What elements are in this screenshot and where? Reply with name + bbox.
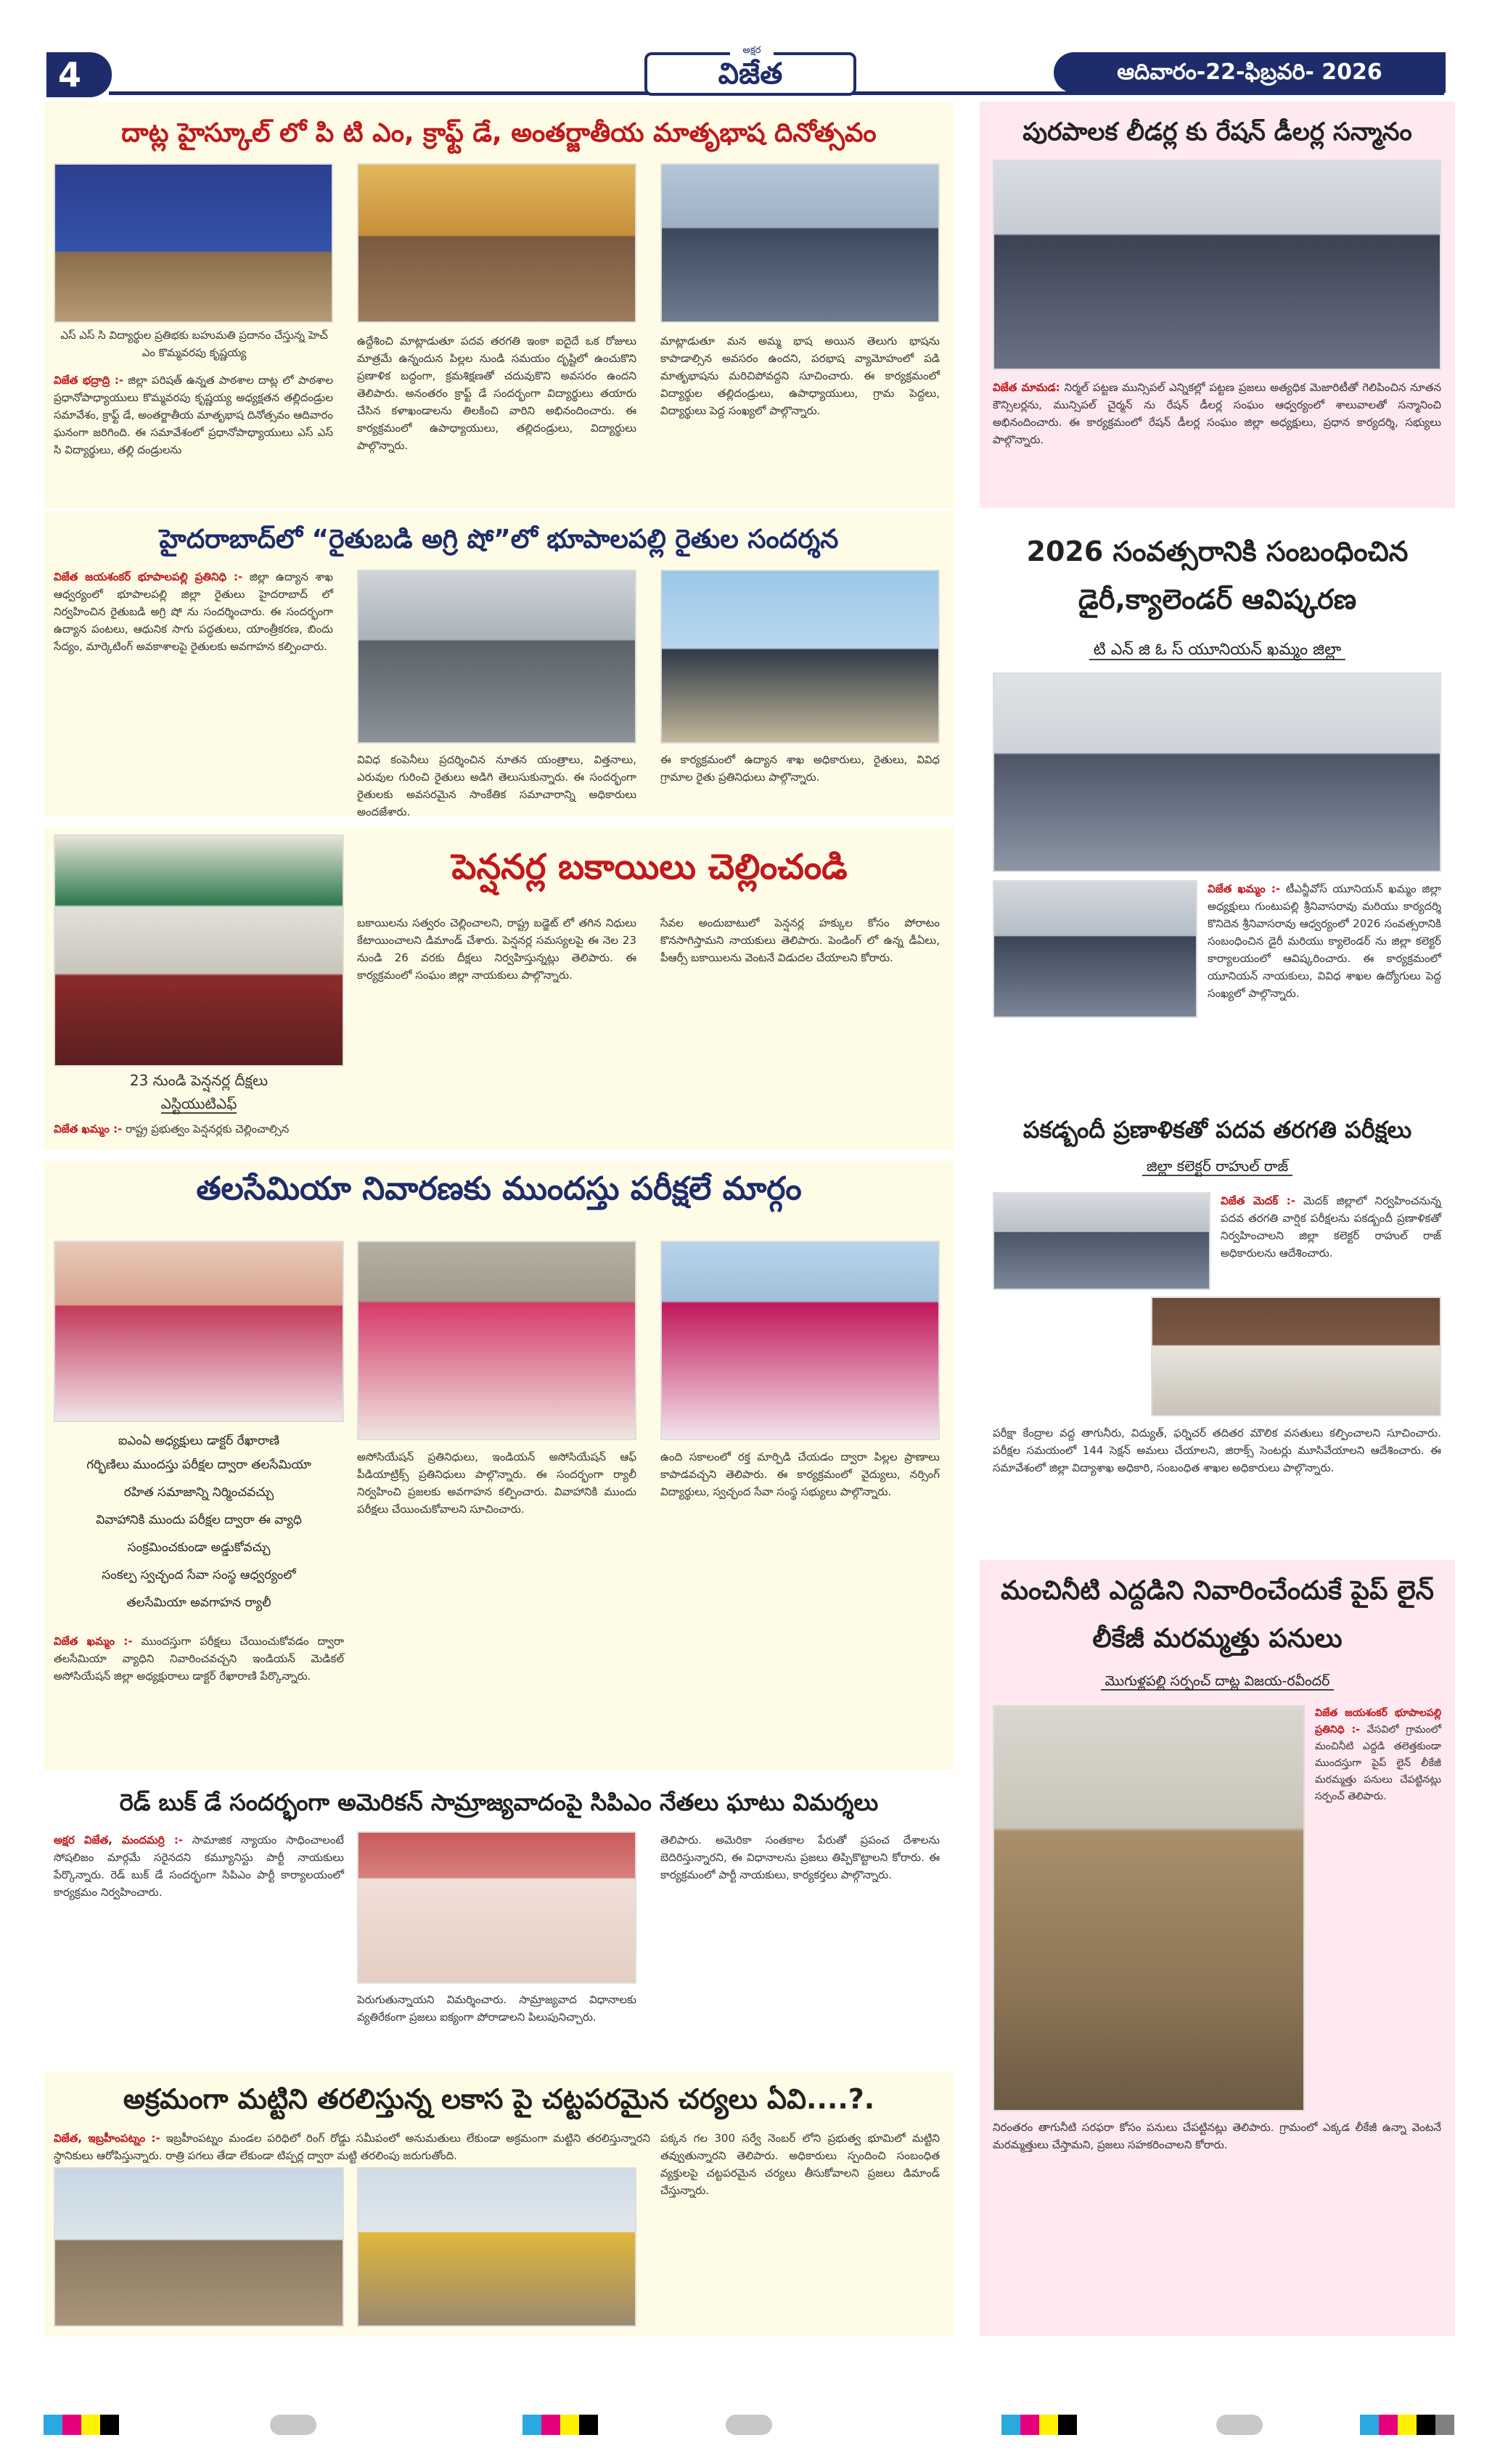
photo-exams-collectorate xyxy=(1151,1297,1441,1416)
article-lead: విజేత ఖమ్మం :- xyxy=(54,1635,133,1648)
article-rythu xyxy=(44,512,954,816)
article-body: నిరంతరం తాగునీటి సరఫరా కోసం పనులు చేపట్టినట్లు తెలిపారు. గ్రామంలో ఎక్కడ లీకేజీ ఉన్నా వెంటనే మరమ్మత్తులు చేస్తామని, ప్రజలు సహకరించాలని కోరారు. xyxy=(993,2121,1441,2151)
article-body: ఈ కార్యక్రమంలో ఉద్యాన శాఖ అధికారులు, రైతులు, వివిధ గ్రామాల రైతు ప్రతినిధులు పాల్గొన్నారు. xyxy=(660,753,940,784)
registration-mark xyxy=(1216,2415,1263,2435)
caption-pension: 23 నుండి పెన్షనర్ల దీక్షలు xyxy=(129,1072,269,1089)
photo-thalassemia-3 xyxy=(660,1241,940,1440)
subhead-text: టి ఎన్ జి ఓ స్ యూనియన్ ఖమ్మం జిల్లా xyxy=(1089,641,1345,660)
article-lead: విజేత భద్రాద్రి :- xyxy=(54,374,124,387)
color-swatch xyxy=(1417,2415,1435,2435)
color-swatch xyxy=(1058,2415,1077,2435)
print-color-strip xyxy=(1001,2415,1077,2435)
headline-datla: దాట్ల హైస్కూల్ లో పి టి ఎం, క్రాఫ్ట్ డే, అంతర్జాతీయ మాతృభాష దినోత్సవం xyxy=(121,118,877,148)
color-swatch xyxy=(62,2415,81,2435)
article-lead: విజేత జయశంకర్ భూపాలపల్లి ప్రతినిధి :- xyxy=(54,570,243,583)
color-swatch xyxy=(1379,2415,1398,2435)
print-color-strip xyxy=(44,2415,119,2435)
article-lead: విజేత ఖమ్మం :- xyxy=(1208,882,1281,895)
article-lead: అక్షర విజేత, మందమర్రి :- xyxy=(54,1833,184,1847)
article-pension xyxy=(44,827,954,1150)
article-lead: విజేత మామడ: xyxy=(993,381,1060,394)
article-text: ఇబ్రహీంపట్నం మండల పరిధిలో రింగ్ రోడ్డు సమీపంలో అనుమతులు లేకుండా అక్రమంగా మట్టిని తరలిస్తున్నారని స్థానికులు ఆరోపిస్తున్నారు. రాత్రి పగలు తేడా లేకుండా టిప్పర్ల ద్వారా మట్టి తరలింపు జరుగుతోంది. xyxy=(54,2132,650,2162)
issue-date: ఆదివారం-22-ఫిబ్రవరి- 2026 xyxy=(1117,59,1382,85)
pullquote-line: సంక్రమించకుండా అడ్డుకోవచ్చు xyxy=(127,1540,271,1555)
color-swatch xyxy=(100,2415,119,2435)
article-body xyxy=(54,1120,344,1146)
article-body xyxy=(54,1633,344,1763)
subhead-text: జిల్లా కలెక్టర్ రాహుల్ రాజ్ xyxy=(1142,1157,1292,1176)
article-body xyxy=(54,2130,650,2160)
photo-soil-truck xyxy=(357,2167,636,2327)
article-thalassemia xyxy=(44,1161,954,1770)
article-body: బకాయిలను సత్వరం చెల్లించాలని, రాష్ట్ర బడ్జెట్ లో తగిన నిధులు కేటాయించాలని డిమాండ్ చేశారు. పెన్షనర్ల సమస్యలపై ఈ నెల 23 నుండి 26 వరకు దీక్షలు నిర్వహిస్తున్నట్లు తెలిపారు. ఈ కార్యక్రమంలో సంఘం జిల్లా నాయకులు పాల్గొన్నారు. xyxy=(357,916,636,982)
color-swatch xyxy=(579,2415,598,2435)
pullquote-line: తలసేమియా అవగాహన ర్యాలీ xyxy=(126,1596,271,1610)
article-text: నిర్మల్ పట్టణ మున్సిపల్ ఎన్నికల్లో పట్టణ ప్రజలు అత్యధిక మెజారిటీతో గెలిపించిన నూతన కౌన్సిలర్లను, మున్సిపల్ చైర్మన్ ను రేషన్ డీలర్ల సంఘం ఆధ్వర్యంలో శాలువాలతో సన్మానించి అభినందించారు. ఈ కార్యక్రమంలో రేషన్ డీలర్ల సంఘం జిల్లా అధ్యక్షులు, ప్రధాన కార్యదర్శి, సభ్యులు పాల్గొన్నారు. xyxy=(993,381,1441,446)
photo-soil-site xyxy=(54,2167,344,2327)
article-body: తెలిపారు. అమెరికా సంతకాల పేరుతో ప్రపంచ దేశాలను బెదిరిస్తున్నారని, ఈ విధానాలను ప్రజలు తిప్పికొట్టాలని కోరారు. ఈ కార్యక్రమంలో పార్టీ నాయకులు, కార్యకర్తలు పాల్గొన్నారు. xyxy=(660,1833,940,1881)
caption-org: ఎస్టియుటిఎఫ్ xyxy=(160,1095,237,1112)
photo-datla-stage xyxy=(54,163,333,323)
article-text: సామాజిక న్యాయం సాధించాలంటే సోషలిజం మార్గమే సరైనదని కమ్యూనిస్టు పార్టీ నాయకులు పేర్కొన్నారు. రెడ్ బుక్ డే సందర్భంగా సిపిఎం పార్టీ కార్యాలయంలో కార్యక్రమం నిర్వహించారు. xyxy=(54,1833,344,1899)
color-swatch xyxy=(541,2415,560,2435)
print-color-strip xyxy=(522,2415,598,2435)
article-lead: విజేత మెదక్ :- xyxy=(1221,1194,1295,1207)
caption-datla: ఎస్ ఎస్ సి విద్యార్థుల ప్రతిభకు బహుమతి ప్రదానం చేస్తున్న హెచ్ ఎం కొమ్మవరపు కృష్ణయ్య xyxy=(60,329,328,359)
article-body: సేవల అందుబాటులో పెన్షనర్ల హక్కుల కోసం పోరాటం కొనసాగిస్తామని నాయకులు తెలిపారు. పెండింగ్ లో ఉన్న డీఏలు, పీఆర్సీ బకాయిలను వెంటనే విడుదల చేయాలని కోరారు. xyxy=(660,916,940,964)
article-body xyxy=(54,1831,344,2056)
print-color-strip xyxy=(1360,2415,1454,2435)
article-body xyxy=(54,371,333,502)
color-swatch xyxy=(44,2415,62,2435)
headline-thalassemia: తలసేమియా నివారణకు ముందస్తు పరీక్షలే మార్గం xyxy=(196,1170,802,1207)
article-soil xyxy=(44,2071,954,2336)
article-pipeline xyxy=(980,1560,1455,2336)
registration-mark xyxy=(726,2415,772,2435)
headline-redbook: రెడ్ బుక్ డే సందర్భంగా అమెరికన్ సామ్రాజ్యవాదంపై సిపిఎం నేతలు ఘాటు విమర్శలు xyxy=(119,1789,879,1816)
article-body: పక్కన గల 300 సర్వే నెంబర్ లోని ప్రభుత్వ భూమిలో మట్టిని తవ్వుతున్నారని తెలిపారు. అధికారులు స్పందించి సంబంధిత వ్యక్తులపై చట్టపరమైన చర్యలు తీసుకోవాలని ప్రజలు డిమాండ్ చేస్తున్నారు. xyxy=(660,2132,940,2197)
pullquote-line: వివాహానికి ముందు పరీక్షల ద్వారా ఈ వ్యాధి xyxy=(96,1513,302,1527)
masthead-title: విజేత xyxy=(718,57,783,91)
article-lead: విజేత ఖమ్మం :- xyxy=(54,1122,123,1136)
article-body xyxy=(1208,880,1441,1092)
pullquote-line: సంకల్ప స్వచ్ఛంద సేవా సంస్థ ఆధ్వర్యంలో xyxy=(102,1568,296,1582)
photo-diary-release xyxy=(993,880,1197,1018)
headline-pipeline: మంచినీటి ఎద్దడిని నివారించేందుకే పైప్ లైన్ లీకేజీ మరమ్మత్తు పనులు xyxy=(1001,1576,1434,1654)
color-swatch xyxy=(1001,2415,1020,2435)
article-body: పెరుగుతున్నాయని విమర్శించారు. సామ్రాజ్యవాద విధానాలకు వ్యతిరేకంగా ప్రజలు ఐక్యంగా పోరాడాలని పిలుపునిచ్చారు. xyxy=(357,1993,636,2024)
article-body: మాట్లాడుతూ మన అమ్మ భాష అయిన తెలుగు భాషను కాపాడాల్సిన అవసరం ఉందని, పరభాష వ్యామోహంలో పడి మాతృభాషను మరిచిపోవద్దని సూచించారు. ఈ కార్యక్రమంలో విద్యార్థుల తల్లిదండ్రులు, ఉపాధ్యాయులు, గ్రామ పెద్దలు, విద్యార్థులు పెద్ద సంఖ్యలో పాల్గొన్నారు. xyxy=(660,334,940,417)
pullquote-line: రహిత సమాజాన్ని నిర్మించవచ్చు xyxy=(123,1485,274,1500)
subhead-diary xyxy=(980,641,1455,665)
article-text: జిల్లా పరిషత్ ఉన్నత పాఠశాల దాట్ల లో పాఠశాల ప్రధానోపాధ్యాయులు కొమ్మవరపు కృష్ణయ్య అధ్యక్షతన తల్లిదండ్రుల సమావేశం, క్రాఫ్ట్ డే, అంతర్జాతీయ మాతృభాష దినోత్సవం ఆదివారం ఘనంగా జరిగింది. ఈ సమావేశంలో ప్రధానోపాధ్యాయులు ఎస్ ఎస్ సి విద్యార్థులు, తల్లి దండ్రులను xyxy=(54,374,333,456)
masthead-small: అక్షర xyxy=(730,45,774,59)
article-lead: విజేత, ఇబ్రహీంపట్నం :- xyxy=(54,2132,160,2145)
color-swatch xyxy=(1020,2415,1039,2435)
article-body xyxy=(1221,1192,1441,1290)
pullquote-title: ఐఎంఏ అధ్యక్షులు డాక్టర్ రేఖారాణి xyxy=(118,1434,280,1448)
color-swatch xyxy=(1039,2415,1058,2435)
caption-pension-sub xyxy=(54,1094,344,1116)
headline-ration: పురపాలక లీడర్ల కు రేషన్ డీలర్ల సన్మానం xyxy=(1022,118,1412,147)
color-swatch xyxy=(1435,2415,1454,2435)
article-body: అసోసియేషన్ ప్రతినిధులు, ఇండియన్ అసోసియేషన్ ఆఫ్ పీడియాట్రిక్స్ ప్రతినిధులు పాల్గొన్నారు. ఈ సందర్భంగా ర్యాలీ నిర్వహించి ప్రజలకు అవగాహన కల్పించారు. వివాహానికి ముందు పరీక్షలు చేయించుకోవాలని సూచించారు. xyxy=(357,1450,636,1516)
article-body: ఉంది సకాలంలో రక్త మార్పిడి చేయడం ద్వారా పిల్లల ప్రాణాలు కాపాడవచ్చని తెలిపారు. ఈ కార్యక్రమంలో వైద్యులు, నర్సింగ్ విద్యార్థులు, స్వచ్ఛంద సేవా సంస్థ సభ్యులు పాల్గొన్నారు. xyxy=(660,1450,940,1498)
photo-datla-students xyxy=(660,163,940,323)
article-text: ముందస్తుగా పరీక్షలు చేయించుకోవడం ద్వారా తలసేమియా వ్యాధిని నివారించవచ్చని ఇండియన్ మెడికల్ అసోసియేషన్ జిల్లా అధ్యక్షురాలు డాక్టర్ రేఖారాణి పేర్కొన్నారు. xyxy=(54,1635,344,1683)
article-body xyxy=(1315,1705,1441,2111)
article-exams xyxy=(980,1099,1455,1560)
article-ration xyxy=(980,102,1455,508)
article-body: పరీక్షా కేంద్రాల వద్ద తాగునీరు, విద్యుత్, ఫర్నిచర్ తదితర మౌలిక వసతులు కల్పించాలని సూచించారు. పరీక్షల సమయంలో 144 సెక్షన్ అమలు చేయాలని, జిరాక్స్ సెంటర్లు మూసివేయాలని ఆదేశించారు. ఈ సమావేశంలో జిల్లా విద్యాశాఖ అధికారి, సంబంధిత శాఖల అధికారులు పాల్గొన్నారు. xyxy=(993,1426,1441,1474)
photo-redbook xyxy=(357,1831,636,1984)
photo-rythu-group xyxy=(660,570,940,744)
photo-diary-hall xyxy=(993,673,1441,872)
pullquote xyxy=(54,1431,344,1627)
page-header xyxy=(0,0,1500,102)
article-text: మెదక్ జిల్లాలో నిర్వహించనున్న పదవ తరగతి వార్షిక పరీక్షలను పకడ్బందీ ప్రణాళికతో నిర్వహించాలని జిల్లా కలెక్టర్ రాహుల్ రాజ్ అధికారులను ఆదేశించారు. xyxy=(1221,1194,1441,1260)
photo-ration xyxy=(993,160,1441,370)
subhead-text: మొగుళ్లపల్లి సర్పంచ్ దాట్ల విజయ-రవీందర్ xyxy=(1101,1673,1335,1691)
photo-pension xyxy=(54,834,344,1067)
subhead-pipeline xyxy=(980,1673,1455,1695)
article-lead: విజేత జయశంకర్ భూపాలపల్లి ప్రతినిధి :- xyxy=(1315,1707,1441,1736)
headline-diary: 2026 సంవత్సరానికి సంబంధించిన డైరీ,క్యాలెండర్ ఆవిష్కరణ xyxy=(1026,535,1409,615)
headline-soil: అక్రమంగా మట్టిని తరలిస్తున్న లకాస పై చట్టపరమైన చర్యలు ఏవి....?. xyxy=(123,2083,875,2115)
photo-datla-class xyxy=(357,163,636,323)
article-redbook xyxy=(44,1778,954,2064)
photo-thalassemia-1 xyxy=(54,1241,344,1422)
photo-pipeline xyxy=(993,1705,1305,2111)
page-number: 4 xyxy=(57,55,81,94)
article-diary xyxy=(980,512,1455,1099)
article-body: వివిధ కంపెనీలు ప్రదర్శించిన నూతన యంత్రాలు, విత్తనాలు, ఎరువుల గురించి రైతులు అడిగి తెలుసుకున్నారు. ఈ సందర్భంగా రైతులకు అవసరమైన సాంకేతిక సమాచారాన్ని అధికారులు అందజేశారు. xyxy=(357,753,636,818)
headline-rythu: హైదరాబాద్‌లో “రైతుబడి అగ్రి షో”లో భూపాలపల్లి రైతుల సందర్శన xyxy=(159,525,839,554)
color-swatch xyxy=(560,2415,579,2435)
article-body: ఉద్దేశించి మాట్లాడుతూ పదవ తరగతి ఇంకా ఐదైదే ఒక రోజులు మాత్రమే ఉన్నందున పిల్లల నుండి సమయం దృష్టిలో ఉంచుకొని ప్రణాళిక బద్ధంగా, క్రమశిక్షణతో చదువుకొని అవసరం ఉందని తెలిపారు. అనంతరం క్రాఫ్ట్ డే సందర్భంగా విద్యార్థులు తయారు చేసిన కళాఖండాలను తిలకించి వారిని అభినందించారు. ఈ కార్యక్రమంలో ఉపాధ్యాయులు, తల్లిదండ్రులు, విద్యార్థులు పాల్గొన్నారు. xyxy=(357,334,636,452)
photo-thalassemia-2 xyxy=(357,1241,636,1440)
color-swatch xyxy=(1398,2415,1417,2435)
article-text: టీఎన్జీవోస్ యూనియన్ ఖమ్మం జిల్లా అధ్యక్షులు గుంటుపల్లి శ్రీనివాసరావు మరియు కార్యదర్శి కొనిదెన శ్రీనివాసరావు ఆధ్వర్యంలో 2026 సంవత్సరానికి సంబంధించిన డైరీ మరియు క్యాలెండర్ ను జిల్లా కలెక్టర్ కార్యాలయంలో ఆవిష్కరించారు. ఈ కార్యక్రమంలో యూనియన్ నాయకులు, వివిధ శాఖల ఉద్యోగులు పెద్ద సంఖ్యలో పాల్గొన్నారు. xyxy=(1208,882,1441,1000)
article-body xyxy=(993,379,1441,502)
color-swatch xyxy=(1360,2415,1379,2435)
article-text: జిల్లా ఉద్యాన శాఖ ఆధ్వర్యంలో భూపాలపల్లి జిల్లా రైతులు హైదరాబాద్ లో నిర్వహించిన రైతుబడి అగ్రి షో ను సందర్శించారు. ఈ సందర్భంగా ఉద్యాన పంటలు, ఆధునిక సాగు పద్ధతులు, యాంత్రీకరణ, బిందు సేద్యం, మార్కెటింగ్ అవకాశాలపై రైతులకు అవగాహన కల్పించారు. xyxy=(54,570,333,653)
article-body xyxy=(54,568,333,809)
article-text: వేసవిలో గ్రామంలో మంచినీటి ఎద్దడి తలెత్తకుండా ముందస్తుగా పైప్ లైన్ లీకేజీ మరమ్మత్తు పనులు చేపట్టినట్లు సర్పంచ్ తెలిపారు. xyxy=(1315,1724,1442,1802)
color-swatch xyxy=(522,2415,541,2435)
color-swatch xyxy=(81,2415,100,2435)
photo-exams-meeting xyxy=(993,1192,1210,1290)
registration-mark xyxy=(270,2415,316,2435)
headline-exams: పకడ్బందీ ప్రణాళికతో పదవ తరగతి పరీక్షలు xyxy=(1022,1116,1412,1143)
subhead-exams xyxy=(980,1157,1455,1180)
pullquote-line: గర్భిణిలు ముందస్తు పరీక్షల ద్వారా తలసేమియా xyxy=(86,1458,311,1472)
photo-rythu-stall xyxy=(357,570,636,744)
article-datla xyxy=(44,102,954,508)
headline-pension: పెన్షనర్ల బకాయిలు చెల్లించండి xyxy=(451,847,848,887)
article-text: రాష్ట్ర ప్రభుత్వం పెన్షనర్లకు చెల్లించాల్సిన xyxy=(126,1122,290,1136)
